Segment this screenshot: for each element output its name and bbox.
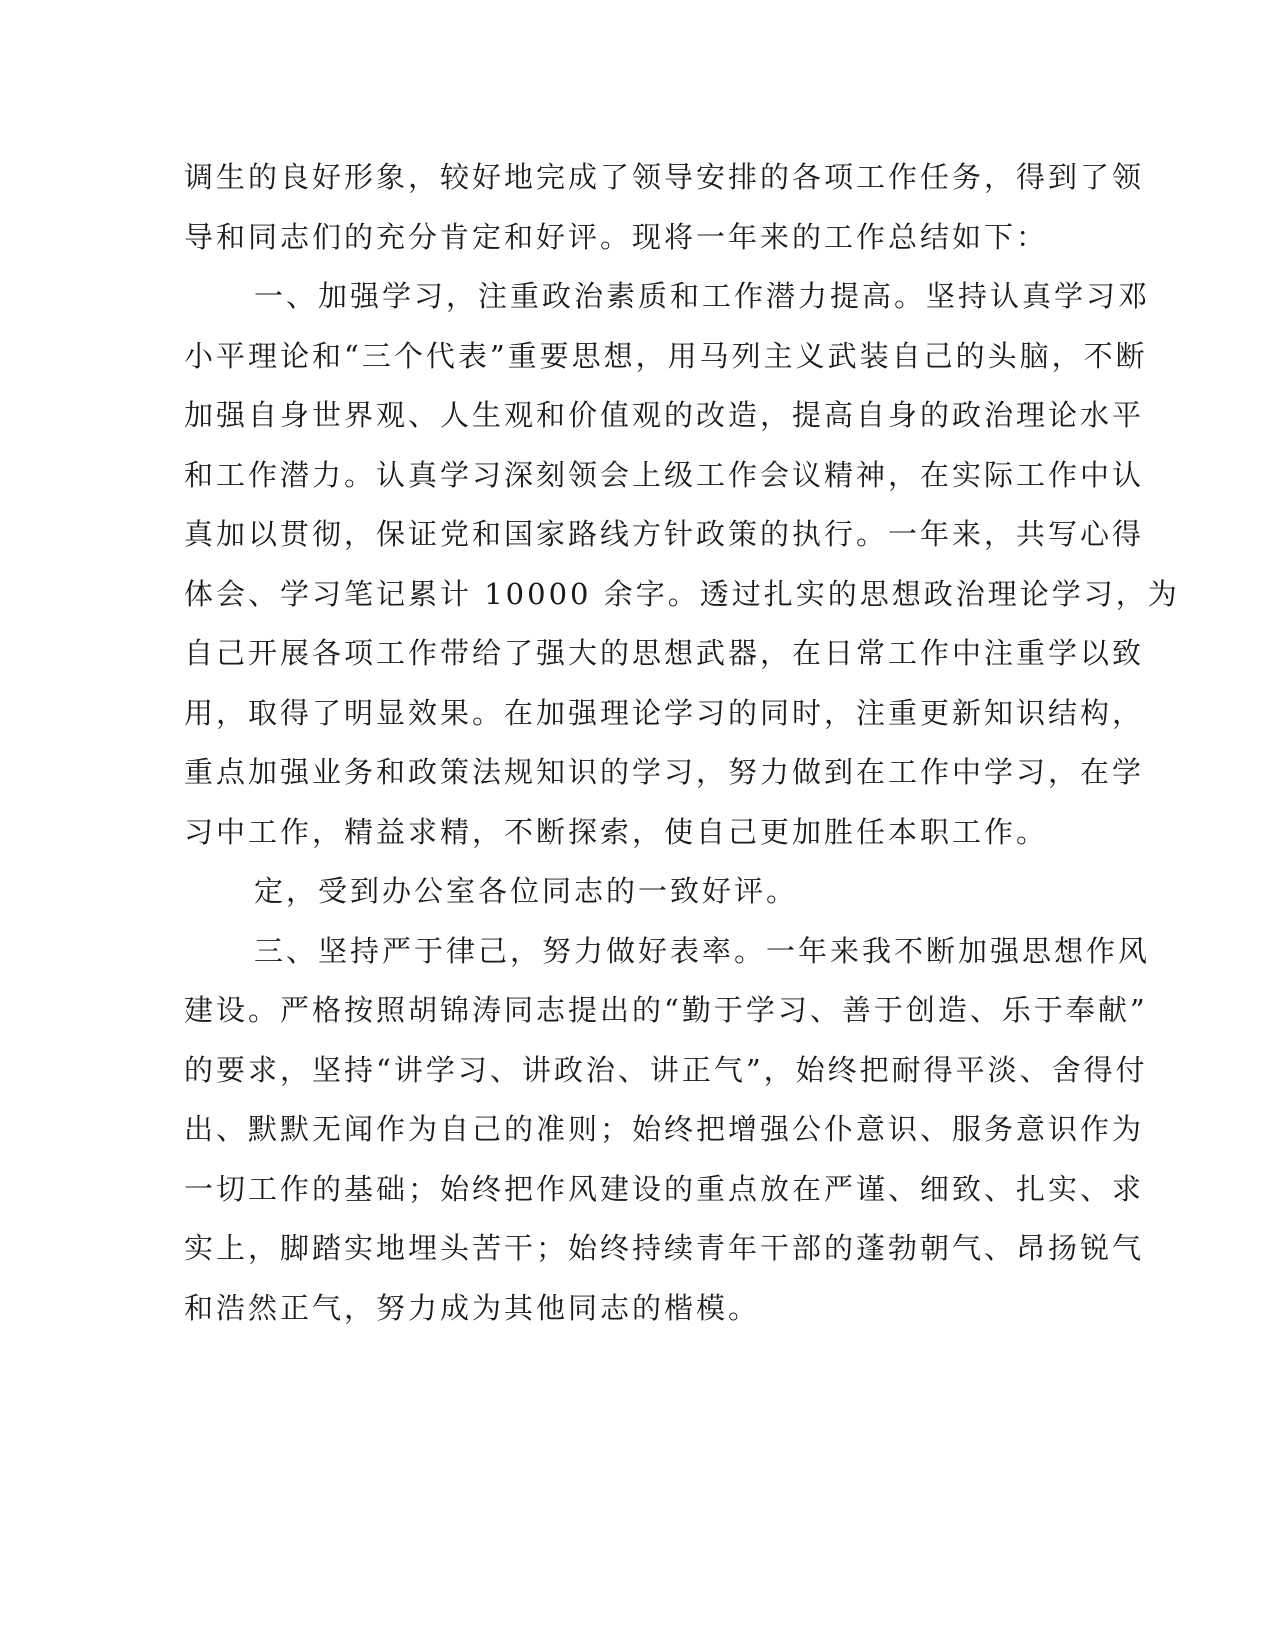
paragraph-heading-line: 一、加强学习，注重政治素质和工作潜力提高。坚持认真学习邓 xyxy=(254,279,1151,313)
text-line: 真加以贯彻，保证党和国家路线方针政策的执行。一年来，共写心得 xyxy=(184,517,1145,551)
text-line: 自己开展各项工作带给了强大的思想武器，在日常工作中注重学以致 xyxy=(184,636,1145,670)
text-line: 和工作潜力。认真学习深刻领会上级工作会议精神，在实际工作中认 xyxy=(184,457,1145,492)
text-line: 体会、学习笔记累计 10000 余字。透过扎实的思想政治理论学习，为 xyxy=(184,576,1180,611)
text-line: 的要求，坚持“讲学习、讲政治、讲正气”，始终把耐得平淡、舍得付 xyxy=(184,1052,1148,1087)
text-line: 出、默默无闻作为自己的准则；始终把增强公仆意识、服务意识作为 xyxy=(184,1112,1145,1146)
text-line: 实上，脚踏实地埋头苦干；始终持续青年干部的蓬勃朝气、昂扬锐气 xyxy=(184,1231,1145,1265)
text-line: 重点加强业务和政策法规知识的学习，努力做到在工作中学习，在学 xyxy=(184,755,1145,789)
text-line: 调生的良好形象，较好地完成了领导安排的各项工作任务，得到了领 xyxy=(184,160,1145,194)
text-line: 定，受到办公室各位同志的一致好评。 xyxy=(254,874,799,908)
text-line: 小平理论和“三个代表”重要思想，用马列主义武装自己的头脑，不断 xyxy=(184,338,1148,373)
paragraph-heading-line: 三、坚持严于律己，努力做好表率。一年来我不断加强思想作风 xyxy=(254,933,1151,968)
text-line: 一切工作的基础；始终把作风建设的重点放在严谨、细致、扎实、求 xyxy=(184,1171,1145,1206)
text-line: 导和同志们的充分肯定和好评。现将一年来的工作总结如下： xyxy=(184,219,1049,254)
text-line: 和浩然正气，努力成为其他同志的楷模。 xyxy=(184,1290,761,1325)
document-body xyxy=(184,148,1180,1338)
text-line: 习中工作，精益求精，不断探索，使自己更加胜任本职工作。 xyxy=(184,814,1049,849)
text-line: 加强自身世界观、人生观和价值观的改造，提高自身的政治理论水平 xyxy=(184,398,1145,432)
text-line: 用，取得了明显效果。在加强理论学习的同时，注重更新知识结构， xyxy=(184,695,1145,730)
text-line: 建设。严格按照胡锦涛同志提出的“勤于学习、善于创造、乐于奉献” xyxy=(184,993,1148,1027)
